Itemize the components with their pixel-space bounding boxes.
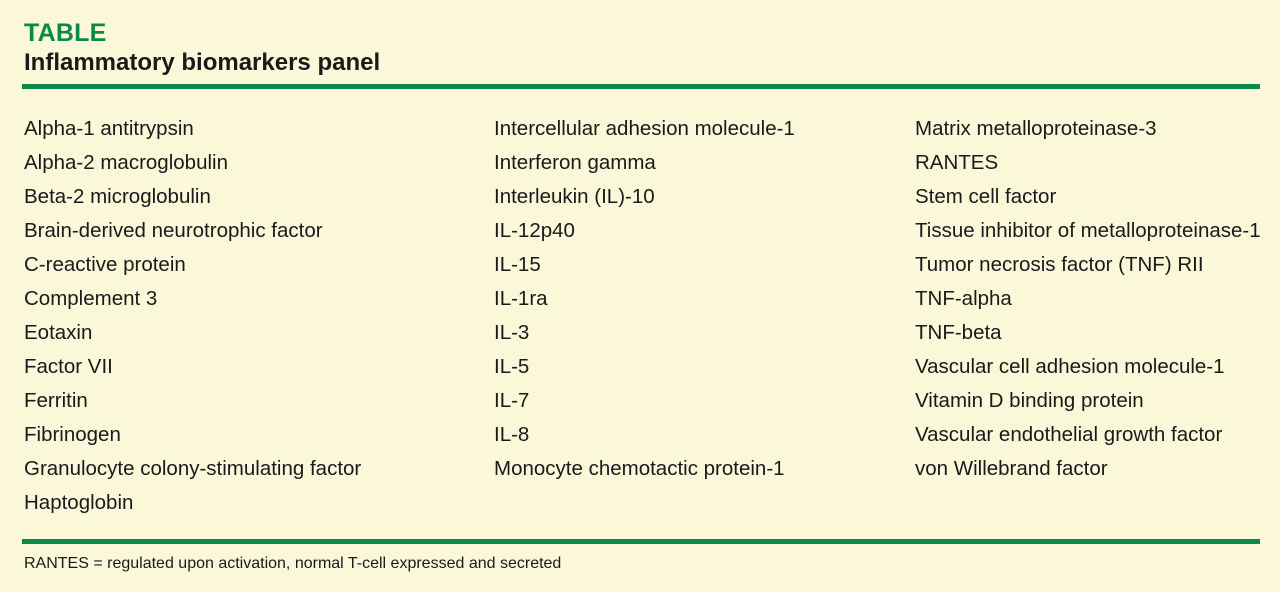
list-item: IL-5 [494, 355, 530, 378]
list-item: Tumor necrosis factor (TNF) RII [915, 253, 1204, 276]
list-item: IL-15 [494, 253, 541, 276]
table-header [24, 18, 380, 78]
list-item: IL-1ra [494, 287, 548, 310]
list-item: Factor VII [24, 355, 113, 378]
table-footnote: RANTES = regulated upon activation, normal T-cell expressed and secreted [24, 555, 562, 572]
biomarker-column-3 [915, 112, 1261, 486]
list-item: Vascular cell adhesion molecule-1 [915, 355, 1225, 378]
list-item: Matrix metalloproteinase-3 [915, 117, 1157, 140]
list-item: Monocyte chemotactic protein-1 [494, 457, 785, 480]
list-item: Tissue inhibitor of metalloproteinase-1 [915, 219, 1261, 242]
list-item: Vascular endothelial growth factor [915, 423, 1223, 446]
list-item: von Willebrand factor [915, 457, 1108, 480]
list-item: Vitamin D binding protein [915, 389, 1144, 412]
list-item: TNF-alpha [915, 287, 1012, 310]
list-item: Ferritin [24, 389, 88, 412]
list-item: Stem cell factor [915, 185, 1057, 208]
list-item: Granulocyte colony-stimulating factor [24, 457, 362, 480]
list-item: Alpha-2 macroglobulin [24, 151, 228, 174]
biomarker-column-1 [24, 112, 361, 520]
list-item: Interferon gamma [494, 151, 656, 174]
list-item: Eotaxin [24, 321, 93, 344]
list-item: Complement 3 [24, 287, 158, 310]
table-label: TABLE [24, 19, 107, 47]
list-item: RANTES [915, 151, 999, 174]
list-item: Haptoglobin [24, 491, 134, 514]
list-item: Alpha-1 antitrypsin [24, 117, 194, 140]
list-item: Intercellular adhesion molecule-1 [494, 117, 795, 140]
table-title: Inflammatory biomarkers panel [24, 49, 381, 76]
list-item: IL-12p40 [494, 219, 575, 242]
top-divider [22, 84, 1260, 89]
list-item: TNF-beta [915, 321, 1002, 344]
list-item: Beta-2 microglobulin [24, 185, 211, 208]
list-item: C-reactive protein [24, 253, 186, 276]
list-item: Interleukin (IL)-10 [494, 185, 655, 208]
list-item: Fibrinogen [24, 423, 121, 446]
list-item: Brain-derived neurotrophic factor [24, 219, 323, 242]
biomarker-column-2 [494, 112, 795, 486]
list-item: IL-7 [494, 389, 530, 412]
bottom-divider [22, 539, 1260, 544]
list-item: IL-3 [494, 321, 530, 344]
list-item: IL-8 [494, 423, 530, 446]
